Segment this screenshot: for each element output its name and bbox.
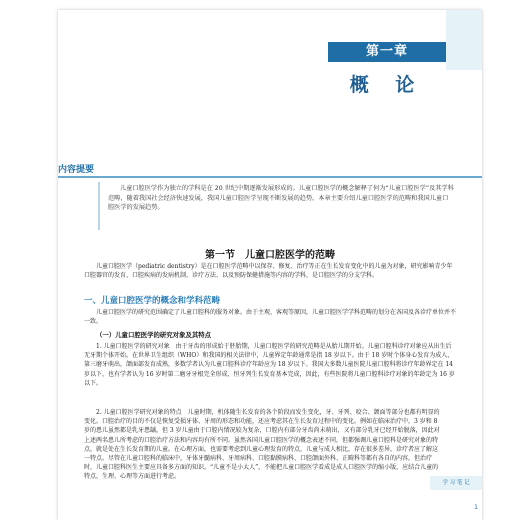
summary-text: 儿童口腔医学作为独立的学科是在 20 世纪中期逐渐发展形成的。儿童口腔医学的概念解释了何为“儿童口腔医学”及其学科范畴，随着我国社会经济快速发展，我国儿童口腔医学呈现不断发展的趋势。本章主要介绍儿童口腔医学的范畴和我国儿童口腔医学的发展趋势。 [108,185,454,212]
subsection-text: 儿童口腔医学的研究范围确定了儿童口腔科的服务对象。由于主观、客观等原因，儿童口腔医学学科范畴的划分在各国及各诊疗单位并不一致。 [84,309,457,326]
summary-heading: 内容提要 [58,165,95,175]
subsubsection-title: （一）儿童口腔医学的研究对象及其特点 [96,331,212,339]
subsection-title: 一、儿童口腔医学的概念和学科范畴 [84,296,221,306]
page-number: 1 [474,504,478,511]
paragraph-research-object: 1. 儿童口腔医学的研究对象 由于牙齿的形成始于胚胎期，儿童口腔医学的研究范畴是从胎儿期开始。儿童口腔科诊疗对象应从出生后无牙期个体开始。在世界卫生组织（WHO）和我国的相关法律中，儿童界定年龄通常是指 18 岁以下。由于 18 岁时个体身心发育为成人，第三磨牙萌出，颌面部发育成熟，多数学者认为儿童口腔科诊疗年龄应为 18 岁以下。我国大多数儿童医院儿童口腔科将诊疗年龄界定在 14 岁以下，也有学者认为 16 岁时第二磨牙牙根完全形成、恒牙列生长发育基本完成，因此，有些医院将儿童口腔科诊疗对象的年龄定为 16 岁以下。 [84,343,455,387]
section-title: 第一节 儿童口腔医学的范畴 [205,250,335,261]
chapter-label: 第一章 [328,42,446,62]
study-notes-label: 学 习 笔 记 [430,476,482,490]
book-page [58,10,482,520]
corner-decoration [446,10,482,70]
chapter-title: 概 论 [349,74,425,96]
summary-divider [58,176,482,178]
section-intro: 儿童口腔医学（pediatric dentistry）是在口腔医学范畴中以保存、修复、治疗等正在生长发育变化中的儿童为对象，研究影响青少年口腔器官的发育、口腔疾病的发病机制、诊疗方法、以及预防保健措施等内容的学科，是口腔医学的分支学科。 [84,263,453,280]
paragraph-research-features: 2. 儿童口腔医学研究对象的特点 儿童时期，机体随生长发育的各个阶段而发生变化，牙、牙列、咬合、颌面等部分也都有明显的变化。口腔治疗的目的不仅是恢复受损牙体、牙周的形态和功能，还应考虑其在生长发育过程中的变化。例如在临床治疗中，3 岁和 8 岁的患儿虽然都是乳牙患龋，但 3 岁儿童由于口腔内情况较为复杂，口腔内有部分牙齿尚未萌出，又有部分乳牙已经开始脱落，因此对上述两名患儿所考虑的口腔治疗方法和内容均有所不同。虽然各国儿童口腔医学的概念表述不同，但都强调儿童口腔科是研究对象的特点，就是处在生长发育期的儿童。在心理方面，也需要考虑到儿童心理发育的特点，儿童与成人相比，存在很多差异，诊疗者应了解这一特点。尽管在儿童口腔科的临床中，牙体牙髓病科、牙周病科、口腔黏膜病科、口腔颌面外科、正畸科等都有各自的内容，但治疗时，儿童口腔科医生主要应具备多方面的知识。“儿童不是小大人”，不能把儿童口腔医学看成是成人口腔医学的缩小版，应结合儿童的特点，生理、心理等方面进行考虑。 [84,409,440,481]
